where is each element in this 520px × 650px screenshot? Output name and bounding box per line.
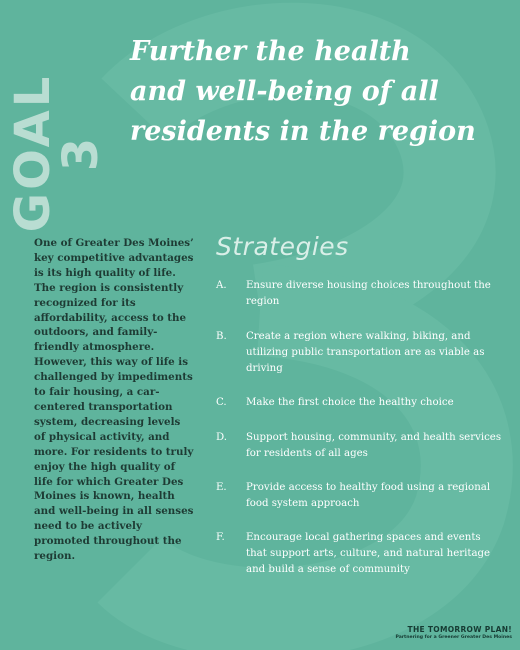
goal-label: GOAL 3 — [5, 73, 109, 233]
strategy-text: Create a region where walking, biking, and utilizing public transportation are as viable as driving — [246, 331, 485, 374]
headline-line-3: residents in the region — [130, 116, 476, 147]
headline-line-2: and well-being of all — [130, 76, 439, 107]
strategy-letter: A. — [216, 280, 227, 291]
strategy-letter: C. — [216, 397, 227, 408]
strategy-letter: D. — [216, 432, 228, 443]
logo-tagline: Partnering for a Greener Greater Des Moines — [395, 635, 512, 640]
intro-paragraph: One of Greater Des Moines’ key competitive advantages is its high quality of life. The region is consistently recognized for its affordability, access to the outdoors, and family-friendly atmosphere. However, this way of life is challenged by impediments to fair housing, a car-centered transportation system, decreasing levels of physical activity, and more. For residents to truly enjoy the high quality of life for which Greater Des Moines is known, health and well-being in all senses need to be actively promoted throughout the region. — [34, 237, 194, 563]
strategy-text: Support housing, community, and health services for residents of all ages — [246, 432, 502, 459]
headline-line-1: Further the health — [130, 36, 411, 67]
strategy-text: Encourage local gathering spaces and events that support arts, culture, and natural heritage and build a sense of community — [246, 532, 491, 575]
tomorrow-plan-logo — [395, 625, 512, 640]
strategy-letter: B. — [216, 331, 227, 342]
logo-title: THE TOMORROW PLAN! — [407, 625, 512, 634]
strategy-letter: E. — [216, 482, 227, 493]
strategy-text: Make the first choice the healthy choice — [246, 397, 454, 408]
strategy-letter: F. — [216, 532, 225, 543]
strategy-text: Provide access to healthy food using a regional food system approach — [246, 482, 491, 509]
page-headline — [130, 32, 510, 152]
strategy-text: Ensure diverse housing choices throughout the region — [246, 280, 491, 307]
strategies-title: Strategies — [216, 232, 349, 261]
